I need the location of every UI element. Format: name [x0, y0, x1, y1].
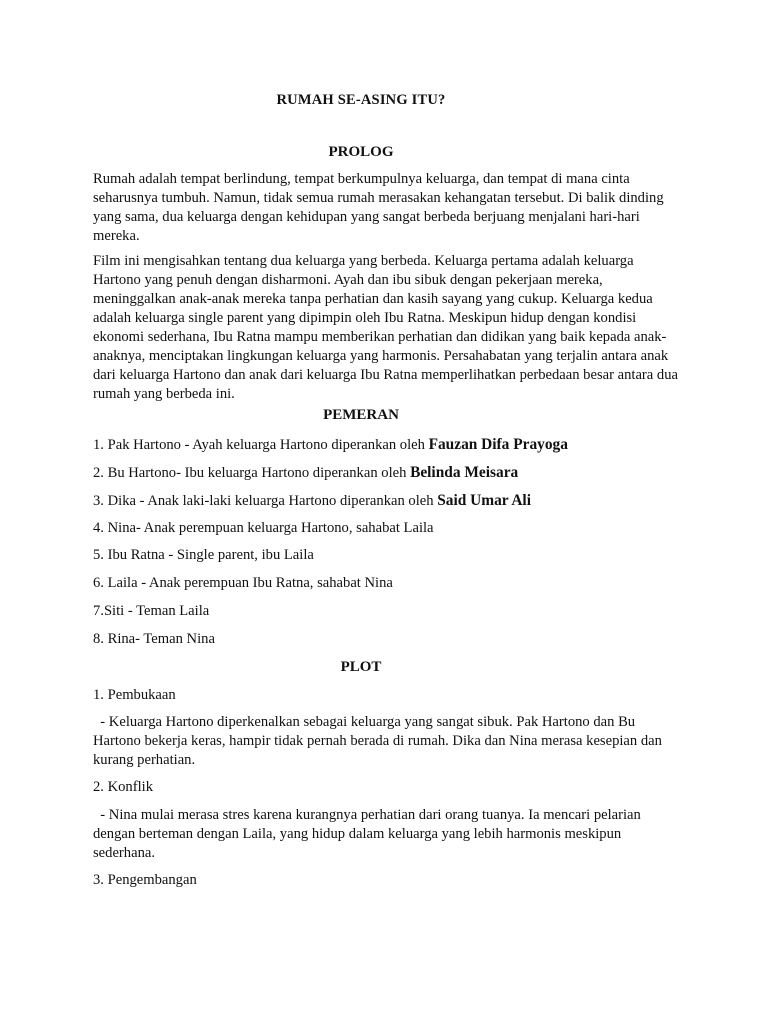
cast-item-text: 1. Pak Hartono - Ayah keluarga Hartono diperankan oleh	[93, 437, 429, 453]
cast-item-text: 8. Rina- Teman Nina	[93, 631, 215, 647]
cast-actor-name: Fauzan Difa Prayoga	[428, 436, 568, 453]
plot-section-text: - Nina mulai merasa stres karena kurangnya perhatian dari orang tuanya. Ia mencari pelarian dengan berteman dengan Laila, yang hidup dalam keluarga yang lebih harmonis meskipun sederhana.	[93, 807, 641, 861]
cast-item	[93, 491, 531, 511]
cast-item	[93, 463, 518, 483]
cast-item	[93, 546, 314, 565]
cast-item	[93, 602, 209, 621]
prolog-paragraph-2: Film ini mengisahkan tentang dua keluarga yang berbeda. Keluarga pertama adalah keluarga Hartono yang penuh dengan disharmoni. Ayah dan ibu sibuk dengan pekerjaan mereka, meninggalkan anak-anak mereka tanpa perhatian dan kasih sayang yang cukup. Keluarga kedua adalah keluarga single parent yang dipimpin oleh Ibu Ratna. Meskipun hidup dengan kondisi ekonomi sederhana, Ibu Ratna mampu memberikan perhatian dan didikan yang baik kepada anak-anaknya, menciptakan lingkungan keluarga yang harmonis. Persahabatan yang terjalin antara anak dari keluarga Hartono dan anak dari keluarga Ibu Ratna memperlihatkan perbedaan besar antara dua rumah yang berbeda ini.	[93, 253, 678, 402]
cast-item-text: 6. Laila - Anak perempuan Ibu Ratna, sahabat Nina	[93, 575, 393, 591]
cast-item	[93, 519, 434, 538]
cast-item	[93, 630, 215, 649]
pemeran-heading: PEMERAN	[323, 407, 399, 423]
cast-item-text: 5. Ibu Ratna - Single parent, ibu Laila	[93, 547, 314, 563]
plot-section-title: 1. Pembukaan	[93, 687, 176, 703]
cast-item	[93, 574, 393, 593]
document-title: RUMAH SE-ASING ITU?	[276, 92, 446, 108]
prolog-heading: PROLOG	[328, 144, 394, 160]
cast-actor-name: Belinda Meisara	[410, 464, 519, 481]
plot-heading: PLOT	[340, 659, 382, 675]
cast-item-text: 4. Nina- Anak perempuan keluarga Hartono, sahabat Laila	[93, 520, 434, 536]
cast-item-text: 2. Bu Hartono- Ibu keluarga Hartono diperankan oleh	[93, 465, 411, 481]
plot-section-title: 3. Pengembangan	[93, 872, 197, 888]
plot-section-title: 2. Konflik	[93, 779, 153, 795]
plot-section-text: - Keluarga Hartono diperkenalkan sebagai keluarga yang sangat sibuk. Pak Hartono dan Bu Hartono bekerja keras, hampir tidak pernah berada di rumah. Dika dan Nina merasa kesepian dan kurang perhatian.	[93, 714, 662, 768]
cast-item	[93, 435, 568, 455]
cast-actor-name: Said Umar Ali	[437, 492, 531, 509]
prolog-paragraph-1: Rumah adalah tempat berlindung, tempat berkumpulnya keluarga, dan tempat di mana cinta seharusnya tumbuh. Namun, tidak semua rumah merasakan kehangatan tersebut. Di balik dinding yang sama, dua keluarga dengan kehidupan yang sangat berbeda berjuang menjalani hari-hari mereka.	[93, 171, 664, 244]
cast-item-text: 3. Dika - Anak laki-laki keluarga Hartono diperankan oleh	[93, 493, 438, 509]
cast-item-text: 7.Siti - Teman Laila	[93, 603, 210, 619]
